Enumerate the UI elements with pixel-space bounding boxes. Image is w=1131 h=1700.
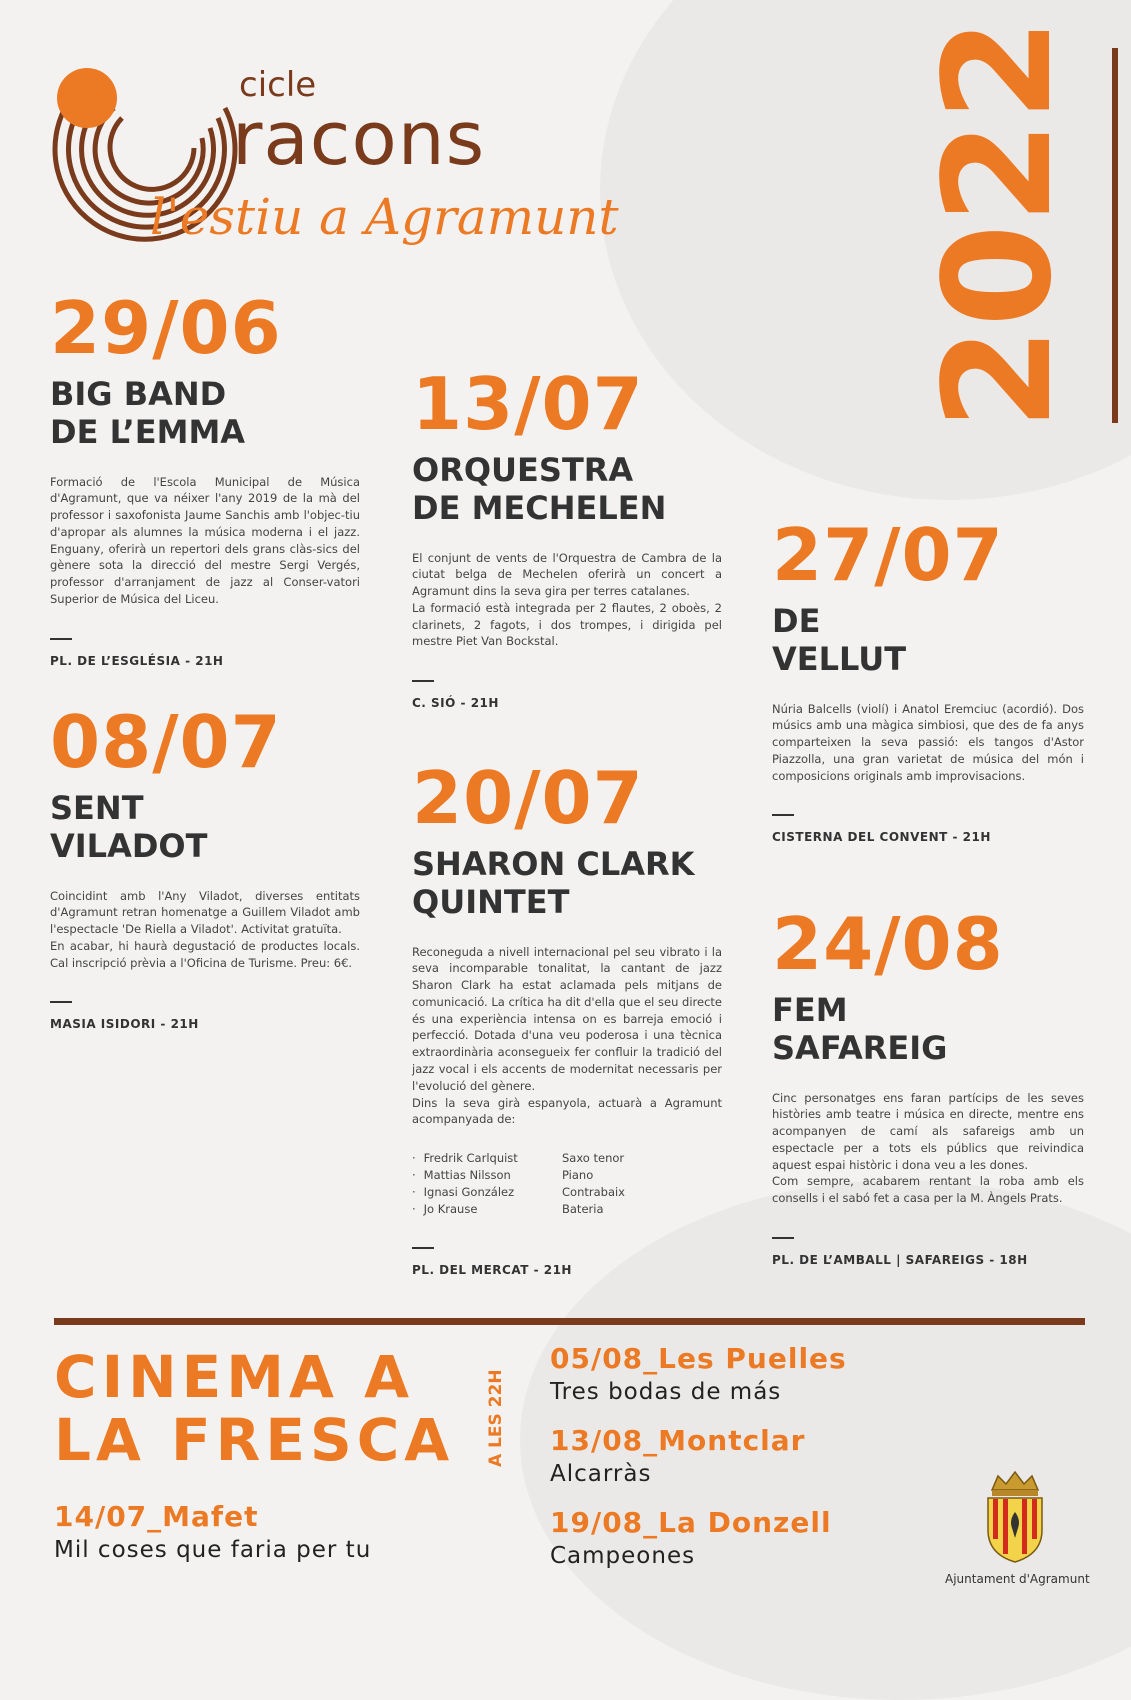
event-name <box>412 846 722 922</box>
film-title: Alcarràs <box>550 1461 652 1487</box>
film-date: 19/08_La Donzell <box>550 1506 832 1539</box>
event-name <box>412 452 722 528</box>
event-description: La formació està integrada per 2 flautes, 2 oboès, 2 clarinets, 2 fagots, i dos trompes, i dirigida pel mestre Piet Van Bockstal. <box>412 600 722 649</box>
event-name-line: VELLUT <box>772 639 907 678</box>
cinema-title-line: CINEMA A <box>54 1343 414 1411</box>
event-name-line: ORQUESTRA <box>412 451 634 489</box>
divider <box>412 1247 434 1249</box>
event-name-line: BIG BAND <box>50 375 227 413</box>
event-description: Núria Balcells (violí) i Anatol Eremciuc (acordió). Dos músics amb una màgica simbiosi, que des de fa anys comparteixen la seva passió: els tangos d'Astor Piazzolla, una gran varietat de música del món i composicions originals amb improvisacions. <box>772 701 1084 783</box>
film-item <box>550 1342 847 1405</box>
film-date: 05/08_Les Puelles <box>550 1342 847 1375</box>
event-place: PL. DE L’AMBALL | SAFAREIGS - 18H <box>772 1253 1028 1268</box>
film-title: Mil coses que faria per tu <box>54 1537 372 1563</box>
event-description: Com sempre, acabarem rentant la roba amb els consells i el sabó fet a casa per la M. Àngels Prats. <box>772 1174 1084 1206</box>
film-item <box>54 1500 371 1563</box>
event-card <box>412 362 722 711</box>
year-label: 2022 <box>912 18 1084 430</box>
film-item <box>550 1424 805 1487</box>
event-description: Reconeguda a nivell internacional pel seu vibrato i la seva incomparable tonalitat, la cantant de jazz Sharon Clark ha estat aclamada pels mitjans de comunicació. La crítica ha dit d'ella que el seu directe és una experiència intensa on es barreja emoció i perfecció. Dotada d'una veu poderosa i una tècnica extraordinària aconsegueix fer confluir la tradició del jazz vocal i els accents de modernitat necessaris per l'evolució del gènere. <box>412 944 722 1093</box>
logo-racons-text: racons <box>232 96 486 182</box>
film-date: 14/07_Mafet <box>54 1500 259 1533</box>
year-divider <box>1112 48 1118 423</box>
musician-row <box>412 1184 722 1201</box>
event-date: 24/08 <box>772 902 1004 986</box>
event-date: 20/07 <box>412 756 644 840</box>
event-name-line: DE MECHELEN <box>412 488 667 527</box>
logo-subtitle: l'estiu a Agramunt <box>150 188 619 246</box>
event-place: CISTERNA DEL CONVENT - 21H <box>772 830 991 845</box>
event-name <box>50 790 360 866</box>
event-description: Cinc personatges ens faran partícips de les seves històries amb teatre i música en directe, mentre ens acompanyen de camí als safareigs amb un espectacle per a tots els públics que reivindica aquest espai històric i dona veu a les dones. <box>772 1090 1084 1172</box>
event-name <box>772 992 1084 1068</box>
event-name-line: VILADOT <box>50 826 208 865</box>
cinema-time: A LES 22H <box>486 1369 506 1467</box>
event-name-line: DE L’EMMA <box>50 412 246 451</box>
musician-row <box>412 1167 722 1184</box>
film-title: Campeones <box>550 1543 696 1569</box>
event-name <box>772 603 1084 679</box>
event-name-line: QUINTET <box>412 882 570 921</box>
institution-label: Ajuntament d'Agramunt <box>945 1572 1090 1586</box>
film-date: 13/08_Montclar <box>550 1424 806 1457</box>
event-card <box>412 756 722 1278</box>
event-description: En acabar, hi haurà degustació de productes locals. Cal inscripció prèvia a l'Oficina de Turisme. Preu: 6€. <box>50 938 360 970</box>
event-name-line: SHARON CLARK <box>412 845 695 883</box>
musician-instrument: Contrabaix <box>562 1184 625 1199</box>
musician-row <box>412 1150 722 1167</box>
logo-cicle-text: cicle <box>239 65 317 105</box>
event-date: 27/07 <box>772 513 1004 597</box>
event-place: PL. DEL MERCAT - 21H <box>412 1263 572 1278</box>
musician-instrument: Bateria <box>562 1201 604 1216</box>
event-description: Coincidint amb l'Any Viladot, diverses entitats d'Agramunt retran homenatge a Guillem Viladot amb l'espectacle 'De Riella a Viladot'. Activitat gratuïta. <box>50 888 360 937</box>
event-description: Formació de l'Escola Municipal de Música d'Agramunt, que va néixer l'any 2019 de la mà del professor i saxofonista Jaume Sanchis amb l'objec-tiu d'apropar als alumnes la música moderna i el jazz. Enguany, oferirà un repertori dels grans clàs-sics del gènere sota la direcció del mestre Sergi Vergés, professor d'arranjament de jazz al Conser-vatori Superior de Música del Liceu. <box>50 474 360 607</box>
event-place: C. SIÓ - 21H <box>412 696 499 711</box>
divider <box>50 638 72 640</box>
event-card <box>772 902 1084 1268</box>
divider <box>772 814 794 816</box>
event-date: 08/07 <box>50 700 282 784</box>
musician-name: · Fredrik Carlquist <box>412 1150 562 1167</box>
event-card <box>50 286 360 668</box>
film-item <box>550 1506 832 1569</box>
divider <box>412 680 434 682</box>
cinema-title <box>54 1343 455 1474</box>
musician-instrument: Piano <box>562 1168 594 1183</box>
divider <box>50 1001 72 1003</box>
event-place: MASIA ISIDORI - 21H <box>50 1017 199 1032</box>
event-card <box>772 513 1084 845</box>
film-title: Tres bodas de más <box>550 1379 782 1405</box>
event-date: 13/07 <box>412 362 644 446</box>
event-description: El conjunt de vents de l'Orquestra de Cambra de la ciutat belga de Mechelen oferirà un concert a Agramunt dins la seva gira per terres catalanes. <box>412 550 722 599</box>
musician-list <box>412 1150 722 1217</box>
section-divider <box>54 1318 1085 1325</box>
musician-name: · Ignasi González <box>412 1184 562 1201</box>
event-card <box>50 700 360 1032</box>
event-name-line: FEM <box>772 991 848 1029</box>
event-name-line: DE <box>772 602 821 640</box>
musician-instrument: Saxo tenor <box>562 1151 625 1166</box>
event-description: Dins la seva girà espanyola, actuarà a Agramunt acompanyada de: <box>412 1095 722 1127</box>
event-place: PL. DE L’ESGLÉSIA - 21H <box>50 653 224 668</box>
musician-name: · Mattias Nilsson <box>412 1167 562 1184</box>
musician-row <box>412 1201 722 1218</box>
event-name-line: SAFAREIG <box>772 1028 948 1067</box>
musician-name: · Jo Krause <box>412 1201 562 1218</box>
coat-of-arms-icon <box>982 1468 1048 1566</box>
event-name-line: SENT <box>50 789 144 827</box>
event-date: 29/06 <box>50 286 282 370</box>
event-name <box>50 376 360 452</box>
cinema-title-line: LA FRESCA <box>54 1405 455 1474</box>
divider <box>772 1237 794 1239</box>
